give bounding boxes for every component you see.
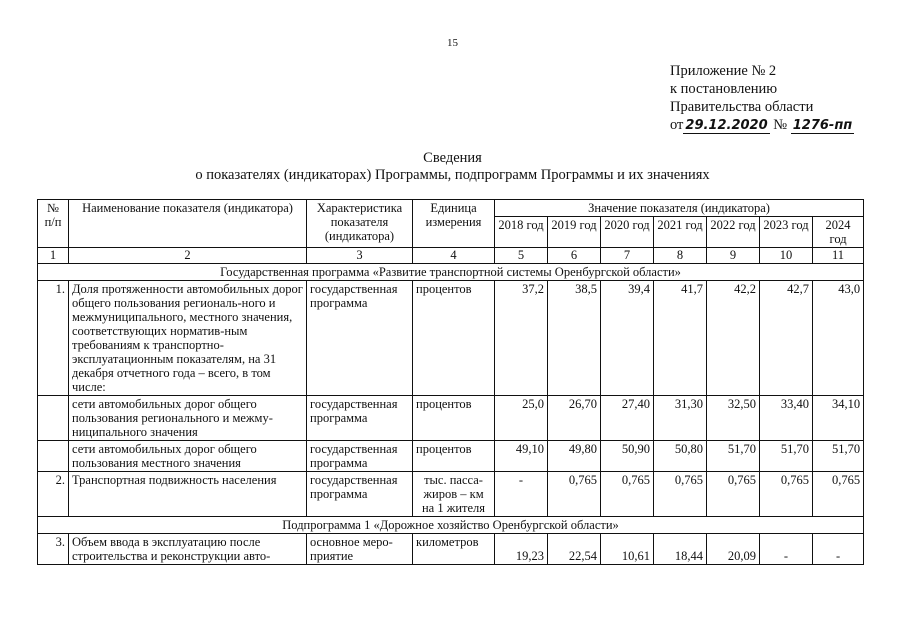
row-value: 34,10 [813,396,864,441]
table-row [38,472,864,517]
row-name: Объем ввода в эксплуатацию после строительства и реконструкции авто- [69,534,307,565]
row-value: 0,765 [760,472,813,517]
row-value: 0,765 [707,472,760,517]
row-unit: километров [413,534,495,565]
row-unit: процентов [413,281,495,396]
row-value: 33,40 [760,396,813,441]
section-title: Государственная программа «Развитие транспортной системы Оренбургской области» [38,264,864,281]
row-value: 22,54 [548,534,601,565]
row-unit: процентов [413,396,495,441]
row-num [38,396,69,441]
title-line-2: о показателях (индикаторах) Программы, подпрограмм Программы и их значениях [195,167,710,183]
page-number: 15 [447,37,458,49]
row-value: 27,40 [601,396,654,441]
row-name: Доля протяженности автомобильных дорог общего пользования региональ-ного и межмуниципального, местного значения, соответствующих норматив-ным требованиям к транспортно-эксплуатационным показателям, на 31 декабря отчетного года – всего, в том числе: [69,281,307,396]
row-value: 32,50 [707,396,760,441]
row-characteristic: основное меро-приятие [307,534,413,565]
row-characteristic: государственная программа [307,281,413,396]
row-name: сети автомобильных дорог общего пользования регионального и межму-ниципального значения [69,396,307,441]
table-row [38,534,864,565]
column-number: 10 [760,248,813,264]
row-value: 42,7 [760,281,813,396]
row-value: 25,0 [495,396,548,441]
row-value: 26,70 [548,396,601,441]
row-name: сети автомобильных дорог общего пользования местного значения [69,441,307,472]
header-year: 2019 год [548,217,601,248]
row-num: 3. [38,534,69,565]
table-row [38,396,864,441]
row-num [38,441,69,472]
appendix-line-1: Приложение № 2 [670,63,777,79]
header-characteristic: Характеристика показателя (индикатора) [307,200,413,248]
row-value: 43,0 [813,281,864,396]
column-number: 11 [813,248,864,264]
row-value: 18,44 [654,534,707,565]
row-characteristic: государственная программа [307,472,413,517]
row-value: 42,2 [707,281,760,396]
header-year: 2020 год [601,217,654,248]
header-values-group: Значение показателя (индикатора) [495,200,864,217]
document-title [0,150,905,184]
appendix-block [670,62,854,134]
handwritten-date: 29.12.2020 [685,118,768,133]
table-row [38,281,864,396]
table-row [38,441,864,472]
row-value: 37,2 [495,281,548,396]
header-year: 2024 год [813,217,864,248]
column-number: 4 [413,248,495,264]
row-name: Транспортная подвижность населения [69,472,307,517]
row-value: 51,70 [760,441,813,472]
number-prefix: № [773,117,788,133]
row-value: 39,4 [601,281,654,396]
row-value: - [760,534,813,565]
header-year: 2021 год [654,217,707,248]
row-num: 2. [38,472,69,517]
appendix-date-line [670,116,854,134]
section-title: Подпрограмма 1 «Дорожное хозяйство Оренбургской области» [38,517,864,534]
column-number: 3 [307,248,413,264]
column-number: 2 [69,248,307,264]
column-number: 5 [495,248,548,264]
row-unit: процентов [413,441,495,472]
row-value: - [495,472,548,517]
column-number: 8 [654,248,707,264]
row-value: 31,30 [654,396,707,441]
row-num: 1. [38,281,69,396]
row-characteristic: государственная программа [307,441,413,472]
section-row-subprogram [38,517,864,534]
row-value: 19,23 [495,534,548,565]
row-value: 51,70 [707,441,760,472]
indicators-table [37,199,864,565]
column-number: 1 [38,248,69,264]
row-value: 20,09 [707,534,760,565]
row-value: - [813,534,864,565]
row-value: 50,80 [654,441,707,472]
header-year: 2023 год [760,217,813,248]
row-value: 10,61 [601,534,654,565]
row-value: 51,70 [813,441,864,472]
column-number: 6 [548,248,601,264]
header-num: № п/п [38,200,69,248]
header-year: 2022 год [707,217,760,248]
row-characteristic: государственная программа [307,396,413,441]
row-value: 0,765 [654,472,707,517]
appendix-line-2: к постановлению [670,81,778,97]
row-value: 0,765 [813,472,864,517]
date-prefix: от [670,117,684,133]
header-name: Наименование показателя (индикатора) [69,200,307,248]
header-year: 2018 год [495,217,548,248]
row-value: 0,765 [548,472,601,517]
row-value: 49,80 [548,441,601,472]
column-number: 7 [601,248,654,264]
header-row-1 [38,200,864,217]
row-value: 41,7 [654,281,707,396]
handwritten-number: 1276-пп [792,118,853,133]
section-row-program [38,264,864,281]
title-line-1: Сведения [423,150,482,166]
column-number: 9 [707,248,760,264]
column-numbers-row [38,248,864,264]
header-unit: Единица измерения [413,200,495,248]
appendix-line-3: Правительства области [670,99,814,115]
row-value: 50,90 [601,441,654,472]
row-value: 38,5 [548,281,601,396]
row-value: 49,10 [495,441,548,472]
row-value: 0,765 [601,472,654,517]
row-unit: тыс. пасса-жиров – км на 1 жителя [413,472,495,517]
